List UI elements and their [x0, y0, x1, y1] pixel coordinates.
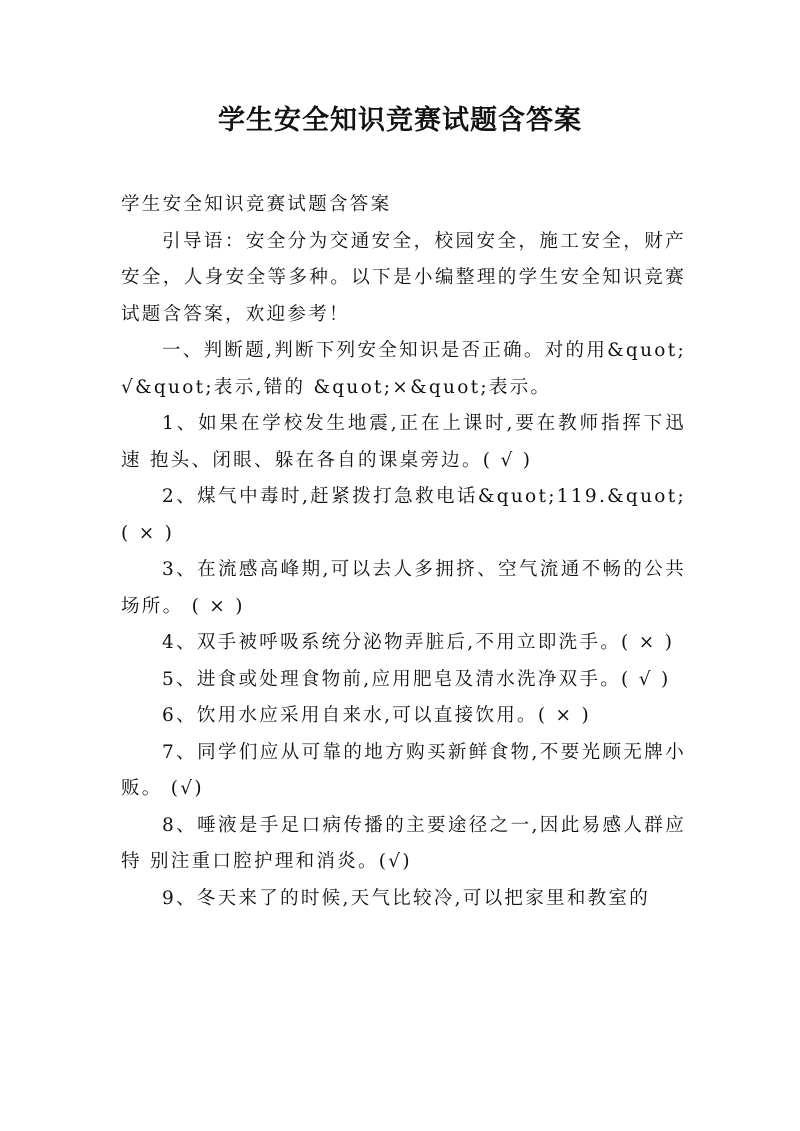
question-6: 6、饮用水应采用自来水,可以直接饮用。( × )	[162, 705, 592, 726]
question-1: 1、如果在学校发生地震,正在上课时,要在教师指挥下迅速 抱头、闭眼、躲在各自的课桌旁边。( √ )	[121, 413, 686, 471]
subtitle-paragraph: 学生安全知识竞赛试题含答案	[121, 194, 392, 215]
section-heading-paragraph: 一、判断题,判断下列安全知识是否正确。对的用&quot;√&quot;表示,错的 &quot;×&quot;表示。	[121, 340, 686, 398]
question-5: 5、进食或处理食物前,应用肥皂及清水洗净双手。( √ )	[162, 668, 671, 690]
question-3: 3、在流感高峰期,可以去人多拥挤、空气流通不畅的公共场所。 ( × )	[121, 559, 686, 617]
document-body	[121, 187, 686, 917]
question-2: 2、煤气中毒时,赶紧拨打急救电话&quot;119.&quot;( × )	[121, 486, 686, 544]
document-title: 学生安全知识竞赛试题含答案	[218, 105, 582, 136]
question-7: 7、同学们应从可靠的地方购买新鲜食物,不要光顾无牌小贩。 (√)	[121, 741, 686, 799]
question-8: 8、唾液是手足口病传播的主要途径之一,因此易感人群应特 别注重口腔护理和消炎。(√)	[121, 814, 686, 872]
question-4: 4、双手被呼吸系统分泌物弄脏后,不用立即洗手。( × )	[162, 632, 675, 653]
intro-paragraph: 引导语：安全分为交通安全，校园安全，施工安全，财产安全，人身安全等多种。以下是小编整理的学生安全知识竞赛试题含答案，欢迎参考！	[121, 230, 686, 325]
question-9: 9、冬天来了的时候,天气比较冷,可以把家里和教室的	[162, 887, 651, 909]
